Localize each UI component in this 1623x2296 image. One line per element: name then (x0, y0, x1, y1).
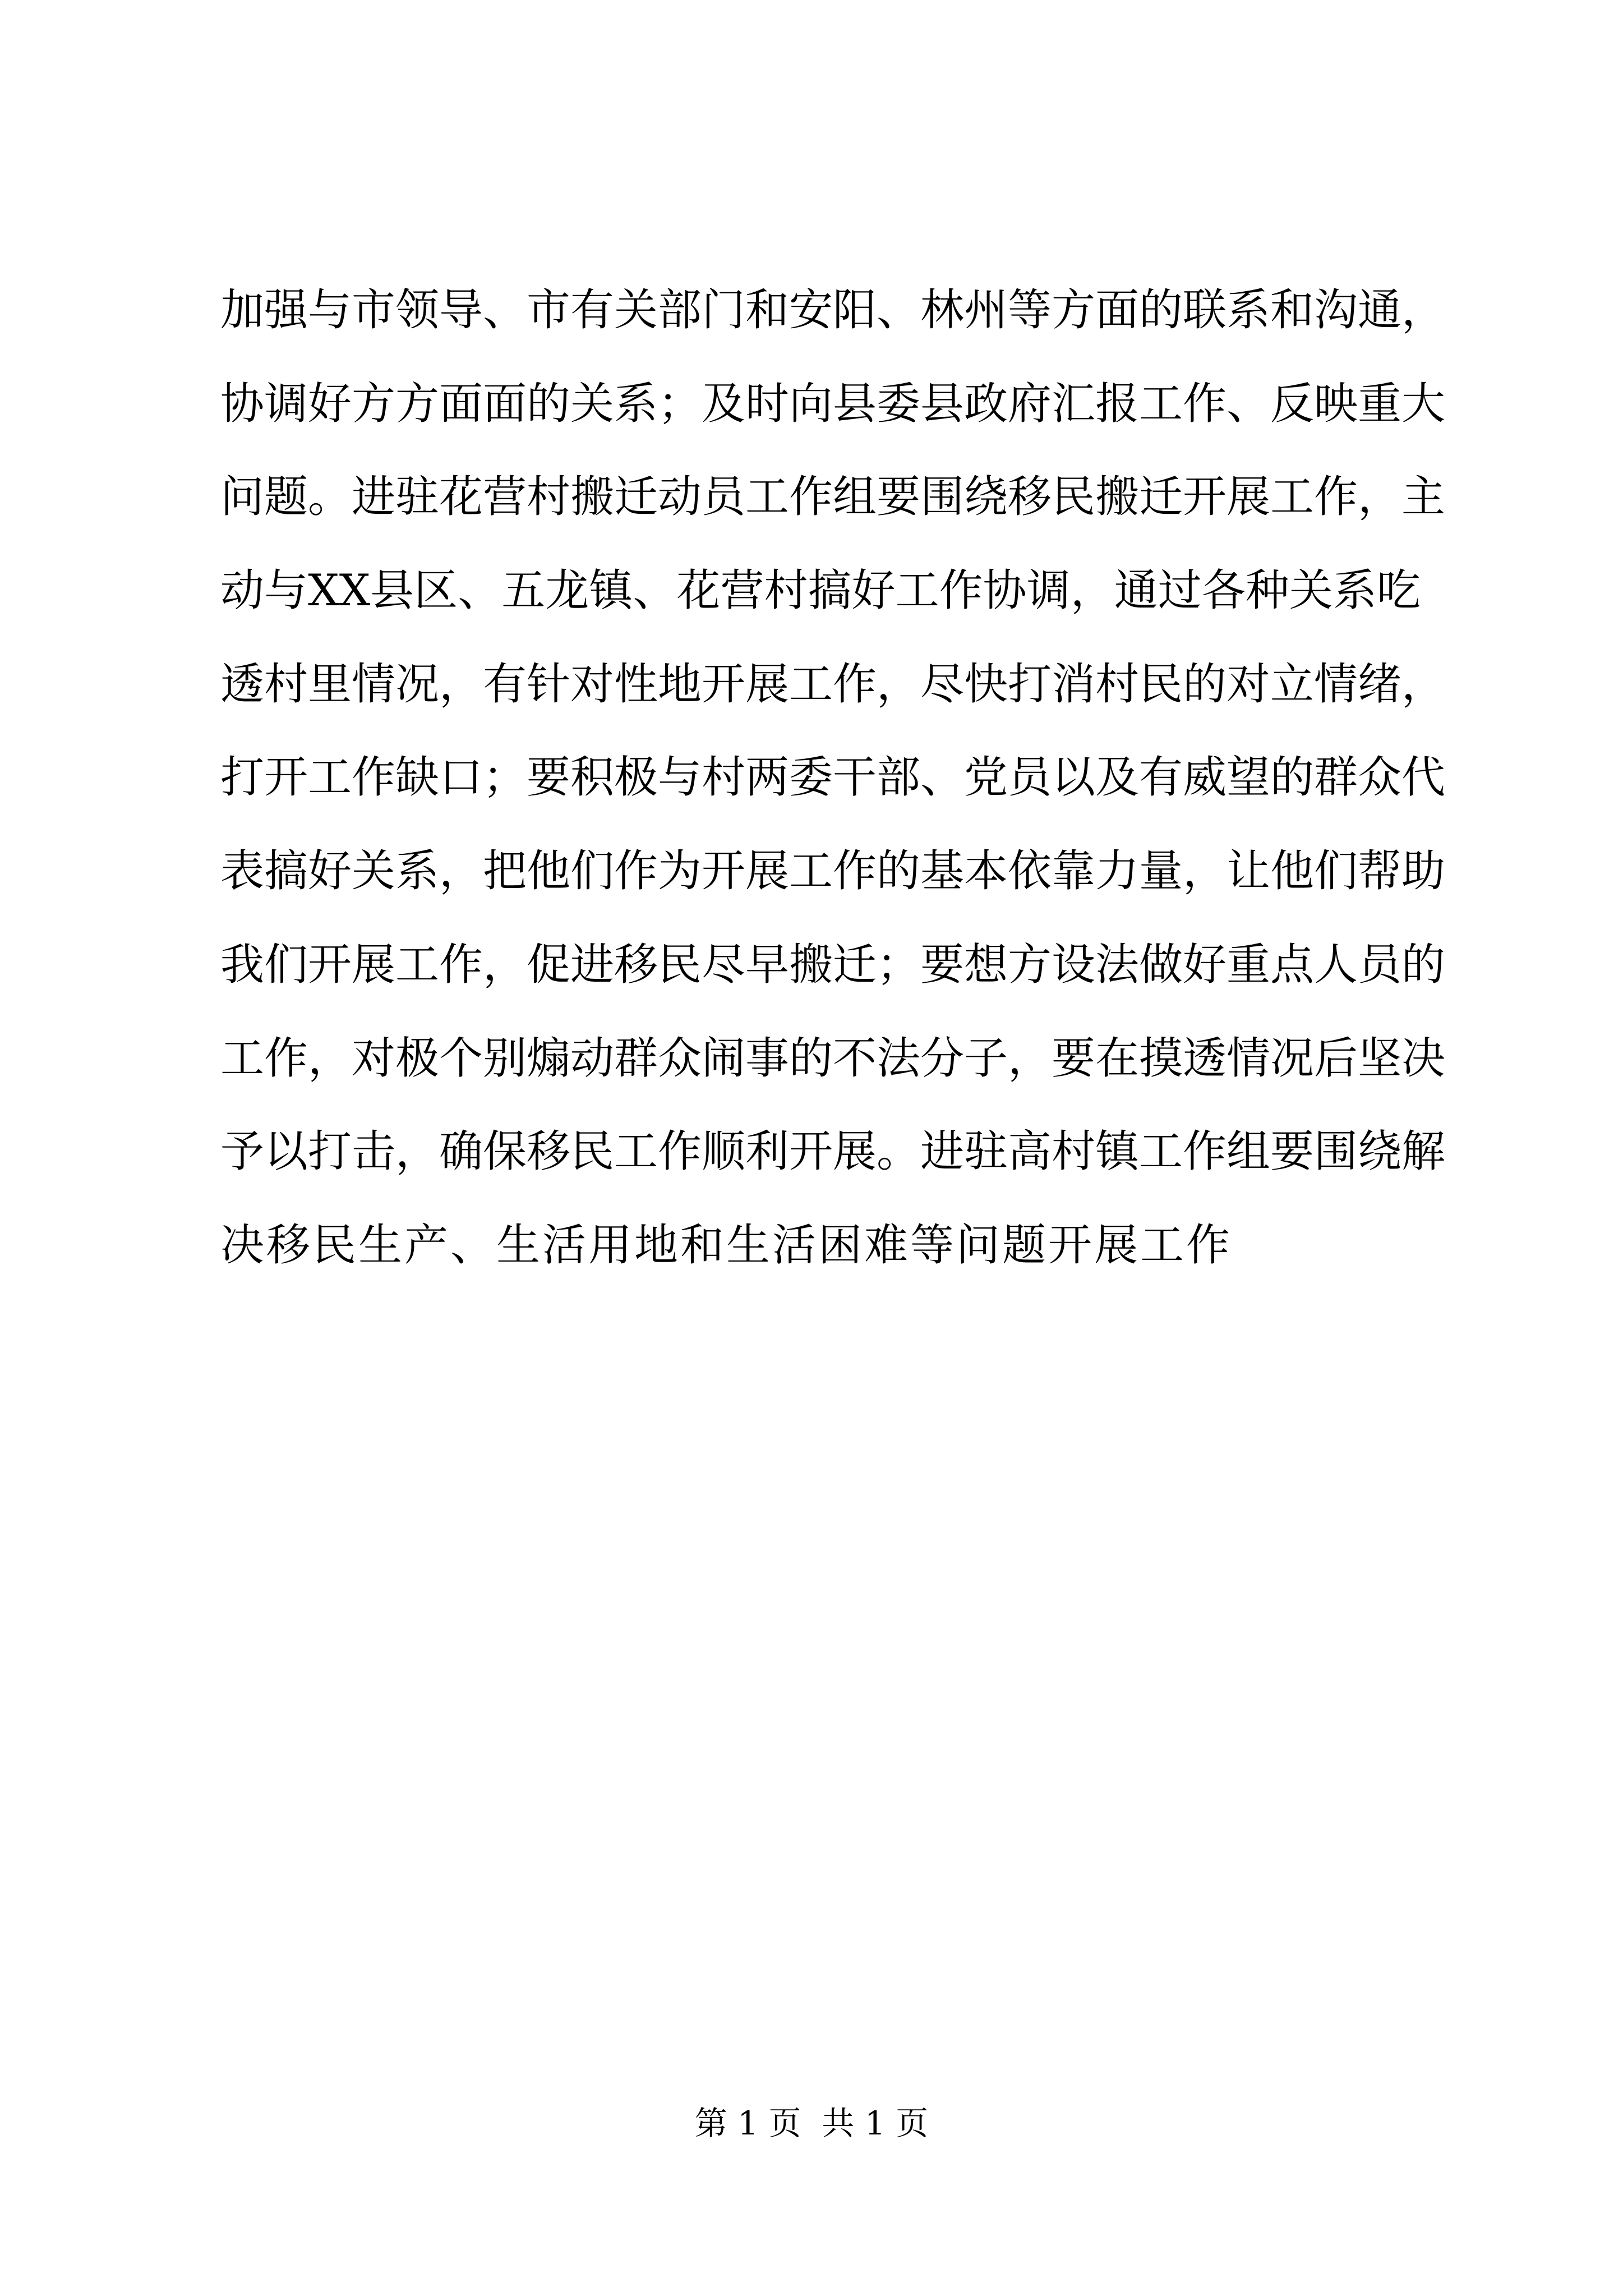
text-line: 决移民生产、生活用地和生活困难等问题开展工作 (220, 1220, 1233, 1271)
text-line: 我们开展工作，促进移民尽早搬迁；要想方设法做好重点人员的 (220, 939, 1446, 990)
text-line: 予以打击，确保移民工作顺利开展。进驻高村镇工作组要围绕解 (220, 1126, 1446, 1177)
page-footer: 第 1 页 共 1 页 (694, 2104, 929, 2142)
text-line: 打开工作缺口；要积极与村两委干部、党员以及有威望的群众代 (220, 752, 1446, 803)
text-line: 透村里情况，有针对性地开展工作，尽快打消村民的对立情绪， (220, 659, 1446, 710)
text-line: 问题。进驻花营村搬迁动员工作组要围绕移民搬迁开展工作，主 (220, 472, 1446, 523)
text-line: 表搞好关系，把他们作为开展工作的基本依靠力量，让他们帮助 (220, 846, 1446, 897)
body-paragraph (220, 264, 1446, 1292)
text-line: 协调好方方面面的关系；及时向县委县政府汇报工作、反映重大 (220, 378, 1446, 429)
text-line: 动与XX县区、五龙镇、花营村搞好工作协调，通过各种关系吃 (220, 565, 1421, 616)
text-line: 工作，对极个别煽动群众闹事的不法分子，要在摸透情况后坚决 (220, 1033, 1446, 1084)
text-line: 加强与市领导、市有关部门和安阳、林州等方面的联系和沟通， (220, 285, 1446, 335)
